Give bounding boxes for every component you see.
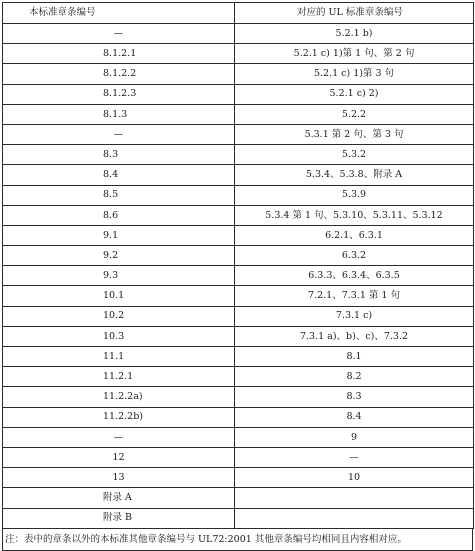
cell-ul-standard-clause: 5.2.1 c) 2) — [235, 84, 474, 104]
cell-ul-standard-clause: 6.2.1、6.3.1 — [235, 225, 474, 245]
table-row — [3, 468, 474, 488]
table-row — [3, 447, 474, 467]
cell-this-standard-clause: 9.2 — [3, 246, 235, 266]
cell-ul-standard-clause: 7.3.1 a)、b)、c)、7.3.2 — [235, 326, 474, 346]
table-row — [3, 84, 474, 104]
cell-this-standard-clause: 8.3 — [3, 145, 235, 165]
cell-this-standard-clause: 13 — [3, 468, 235, 488]
table-row — [3, 488, 474, 508]
table-row — [3, 205, 474, 225]
cell-this-standard-clause: 9.3 — [3, 266, 235, 286]
cell-ul-standard-clause: 10 — [235, 468, 474, 488]
table-row — [3, 124, 474, 144]
cell-this-standard-clause: 11.2.1 — [3, 367, 235, 387]
table-row — [3, 286, 474, 306]
cell-this-standard-clause: 11.1 — [3, 347, 235, 367]
cell-this-standard-clause: 10.3 — [3, 326, 235, 346]
cell-this-standard-clause: 11.2.2a) — [3, 387, 235, 407]
cell-this-standard-clause: — — [3, 427, 235, 447]
table-row — [3, 326, 474, 346]
cell-ul-standard-clause: 7.3.1 c) — [235, 306, 474, 326]
cell-ul-standard-clause: 5.2.1 b) — [235, 24, 474, 44]
cell-ul-standard-clause: 9 — [235, 427, 474, 447]
cell-this-standard-clause: 8.1.2.1 — [3, 44, 235, 64]
table-row — [3, 407, 474, 427]
cell-ul-standard-clause: 5.2.1 c) 1)第 3 句 — [235, 64, 474, 84]
header-this-standard-clause: 本标准章条编号 — [3, 3, 235, 24]
cell-ul-standard-clause: 5.3.9 — [235, 185, 474, 205]
cell-ul-standard-clause: 7.2.1、7.3.1 第 1 句 — [235, 286, 474, 306]
cell-ul-standard-clause: 6.3.2 — [235, 246, 474, 266]
cell-this-standard-clause: 8.6 — [3, 205, 235, 225]
table-row — [3, 367, 474, 387]
table-row — [3, 145, 474, 165]
table-row — [3, 44, 474, 64]
cell-ul-standard-clause — [235, 508, 474, 528]
cell-ul-standard-clause: 5.3.4 第 1 句、5.3.10、5.3.11、5.3.12 — [235, 205, 474, 225]
table-body — [3, 24, 474, 529]
cell-ul-standard-clause: 8.3 — [235, 387, 474, 407]
table-row — [3, 64, 474, 84]
cell-ul-standard-clause: 8.4 — [235, 407, 474, 427]
cell-this-standard-clause: 9.1 — [3, 225, 235, 245]
cell-this-standard-clause: — — [3, 24, 235, 44]
clause-correspondence-table — [2, 2, 474, 529]
table-footnote: 注：表中的章条以外的本标准其他章条编号与 UL72:2001 其他章条编号均相同且内容相对应。 — [2, 529, 473, 551]
cell-this-standard-clause: 10.1 — [3, 286, 235, 306]
table-row — [3, 165, 474, 185]
table-row — [3, 347, 474, 367]
cell-this-standard-clause: 10.2 — [3, 306, 235, 326]
cell-ul-standard-clause: 5.3.4、5.3.8、附录 A — [235, 165, 474, 185]
cell-this-standard-clause: 12 — [3, 447, 235, 467]
cell-ul-standard-clause: 6.3.3、6.3.4、6.3.5 — [235, 266, 474, 286]
cell-ul-standard-clause — [235, 488, 474, 508]
table-row — [3, 225, 474, 245]
table-row — [3, 387, 474, 407]
cell-this-standard-clause: 11.2.2b) — [3, 407, 235, 427]
table-row — [3, 306, 474, 326]
cell-ul-standard-clause: 5.2.1 c) 1)第 1 句、第 2 句 — [235, 44, 474, 64]
table-row — [3, 427, 474, 447]
table-row — [3, 246, 474, 266]
table-row — [3, 185, 474, 205]
header-ul-standard-clause: 对应的 UL 标准章条编号 — [235, 3, 474, 24]
cell-this-standard-clause: 8.4 — [3, 165, 235, 185]
cell-this-standard-clause: 附录 A — [3, 488, 235, 508]
cell-this-standard-clause: 8.1.2.2 — [3, 64, 235, 84]
cell-ul-standard-clause: 5.3.1 第 2 句、第 3 句 — [235, 124, 474, 144]
cell-this-standard-clause: 8.5 — [3, 185, 235, 205]
table-row — [3, 266, 474, 286]
table-header-row — [3, 3, 474, 24]
cell-this-standard-clause: — — [3, 124, 235, 144]
cell-ul-standard-clause: 8.2 — [235, 367, 474, 387]
table-row — [3, 24, 474, 44]
cell-this-standard-clause: 附录 B — [3, 508, 235, 528]
table-row — [3, 508, 474, 528]
cell-ul-standard-clause: 5.3.2 — [235, 145, 474, 165]
table-row — [3, 104, 474, 124]
cell-ul-standard-clause: 8.1 — [235, 347, 474, 367]
cell-this-standard-clause: 8.1.3 — [3, 104, 235, 124]
cell-ul-standard-clause: 5.2.2 — [235, 104, 474, 124]
cell-ul-standard-clause: — — [235, 447, 474, 467]
cell-this-standard-clause: 8.1.2.3 — [3, 84, 235, 104]
